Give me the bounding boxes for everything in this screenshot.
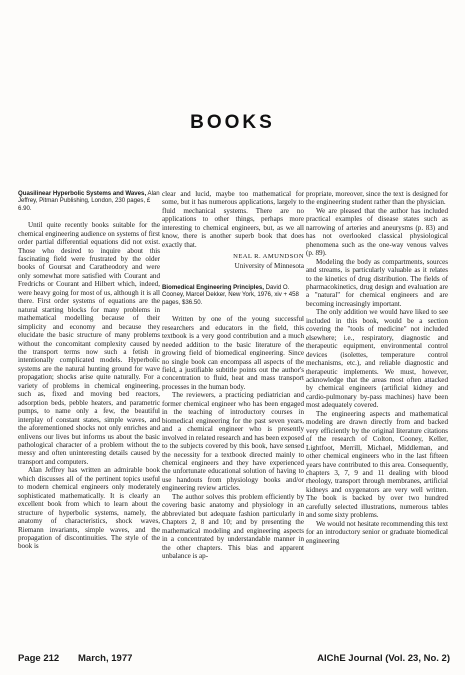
review1-paragraph-1: Until quite recently books suitable for the chemical engineering audience on systems of first order partial differential equations did not exist. Those who desired to inquire about this fascinating field were frustrated by the older books of Goursat and Caratheodory and were only somewhat more satisfied with Courant and Fredrichs or Courant and Hilbert which, indeed, were heavy going for most of us, although it is all there. First order systems of equations are the natural starting blocks for many problems in mathematical modelling because of their simplicity and economy and because they elucidate the basic structure of many problems without the concomitant complexity caused by the transport terms now such a fetish in intentionally complicated models. Hyperbolic systems are the natural hunting ground for wave propagation; shocks arise quite naturally. For a variety of problems in chemical engineering, such as, fixed and moving bed reactors, adsorption beds, pebble heaters, and parametric pumps, to name only a few, the beautiful interplay of constant states, simple waves, and the aforementioned shocks not only enriches and enlivens our lives but informs us about the basic pathological character of a problem without the messy and often uninteresting details caused by transport and computers. bbox=[18, 221, 160, 466]
review2-citation bbox=[162, 284, 304, 306]
reviewer-affiliation: University of Minnesota bbox=[234, 261, 304, 270]
review1-paragraph-2: Alan Jeffrey has written an admirable book which discusses all of the pertinent topics useful to modern chemical engineers only moderately sophisticated mathematically. It is clearly an excellent book from which to learn about the structure of hyperbolic systems, namely, the anatomy of characteristics, shock waves, Riemann invariants, simple waves, and the propagation of discontinuities. The style of the book is bbox=[18, 466, 160, 551]
page-number: Page 212 bbox=[18, 653, 60, 664]
column-2 bbox=[162, 190, 304, 560]
section-heading: BOOKS bbox=[190, 112, 275, 133]
review2-paragraph-2: The reviewers, a practicing pediatrician and former chemical engineer who has been engaged in the teaching of introductory courses in biomedical engineering for the past seven years, and a chemical engineer who is presently involved in related research and has been exposed to the subjects covered by this book, have sensed the necessity for a textbook directed mainly to chemical engineers and they have experienced the unfortunate educational solution of having to use handouts from physiology books and/or engineering review articles. bbox=[162, 391, 305, 493]
review2-paragraph-1: Written by one of the young successful researchers and educators in the field, this textbook is a very good contribution and a much needed addition to the basic literature of the growing field of biomedical engineering. Since no single book can encompass all aspects of the field, a justifiable subtitle points out the author's concentration to fluid, heat and mass transport processes in the human body. bbox=[162, 315, 304, 391]
column-1 bbox=[18, 190, 160, 551]
review2-paragraph-5: We are pleased that the author has included practical examples of disease states such as narrowing of arteries and aneurysms (p. 83) and has not overlooked classical physiological phenomena such as the one-way venous valves (p. 89). bbox=[306, 206, 448, 258]
review1-signature bbox=[162, 253, 304, 270]
page-footer bbox=[18, 653, 450, 665]
issue-date: March, 1977 bbox=[78, 653, 133, 664]
journal-name: AIChE Journal (Vol. 23, No. 2) bbox=[317, 653, 450, 664]
review2-citation-details: David O. Cooney, Marcel Dekker, New York, 1976, xiv + 458 pages, $36.50. bbox=[162, 284, 299, 306]
review2-paragraph-6: Modeling the body as compartments, sources and streams, is particularly valuable as it relates to the kinetics of drug distribution. The fields of pharmacokinetics, drug design and evaluation are a "natural" for chemical engineers and are becoming increasingly important. bbox=[306, 257, 448, 308]
review2-paragraph-7: The only addition we would have liked to see included in this book, would be a section covering the "tools of medicine" not included elsewhere; i.e., respiratory, diagnostic and therapeutic equipment, environmental control devices (isolettes, temperature control mechanisms, etc.), and reliable diagnostic and therapeutic implements. We must, however, acknowledge that the areas most often attacked by chemical engineers (artificial kidney and cardio-pulmonary by-pass machines) have been most adequately covered. bbox=[306, 308, 448, 410]
review2-paragraph-3: The author solves this problem efficiently by covering basic anatomy and physiology in an abbreviated but adequate fashion particularly in Chapters 2, 8 and 10; and by presenting the mathematical modeling and engineering aspects in a concentrated by understandable manner in the other chapters. This bias and apparent unbalance is ap- bbox=[162, 492, 304, 560]
review1-citation-details: Alan Jeffrey, Pitman Publishing, London, 230 pages, £ 6.90. bbox=[18, 190, 160, 212]
reviewer-name: NEAL R. AMUNDSON bbox=[233, 253, 304, 261]
review2-paragraph-9: We would not hesitate recommending this text for an introductory senior or graduate biomedical engineering bbox=[306, 519, 448, 545]
column-3 bbox=[306, 190, 448, 545]
review1-citation bbox=[18, 190, 160, 212]
review1-continuation: clear and lucid, maybe too mathematical for some, but it has numerous applications, largely to fluid mechanical systems. There are no applications to other things, perhaps more interesting to chemical engineers, but, as we all know, there is another superb book that does exactly that. bbox=[162, 190, 304, 249]
review2-paragraph-8: The engineering aspects and mathematical modeling are drawn directly from and backed very efficiently by the original literature citations of the research of Colton, Cooney, Keller, Lightfoot, Merrill, Michael, Middleman, and other chemical engineers who in the last fifteen years have contributed to this area. Consequently, chapters 3, 7, 9 and 11 dealing with blood rheology, transport through membranes, artificial kidneys and oxygenators are very well written. The book is backed by over two hundred carefully selected illustrations, numerous tables and some sixty problems. bbox=[306, 409, 448, 520]
review2-paragraph-4: propriate, moreover, since the text is designed for the engineering student rather than the physician. bbox=[306, 190, 448, 207]
review2-citation-title: Biomedical Engineering Principles, bbox=[162, 284, 264, 292]
review1-citation-title: Quasilinear Hyperbolic Systems and Waves, bbox=[18, 190, 147, 197]
